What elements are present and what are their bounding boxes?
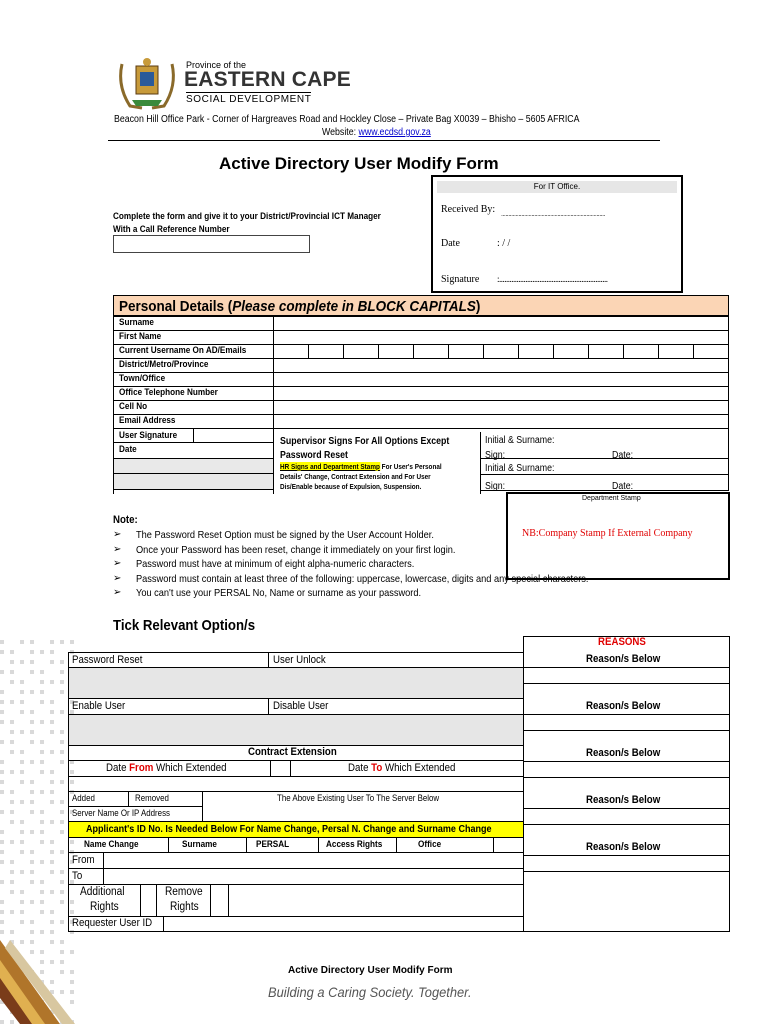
server-name-label: Server Name Or IP Address	[72, 808, 171, 818]
border-line	[68, 698, 523, 699]
border-line	[163, 916, 164, 932]
border-line	[523, 824, 730, 825]
border-line	[268, 652, 269, 668]
company-stamp-box[interactable]	[506, 492, 730, 580]
reasons-below-label: Reason/s Below	[586, 653, 661, 665]
hr-rest1: For User's Personal	[379, 462, 442, 471]
remove-rights-1[interactable]: Remove	[165, 886, 203, 898]
contract-extension-label: Contract Extension	[248, 746, 337, 758]
field-input[interactable]	[274, 401, 728, 414]
website-link[interactable]: www.ecdsd.gov.za	[358, 127, 431, 138]
border-line	[68, 652, 523, 653]
reasons-below-label: Reason/s Below	[586, 700, 661, 712]
requester-user-id-label: Requester User ID	[72, 917, 153, 929]
it-office-box	[431, 175, 683, 293]
field-input[interactable]	[274, 331, 728, 344]
logo-line2: EASTERN CAPE	[184, 68, 351, 91]
date-1[interactable]: Date:	[612, 450, 634, 461]
border-line	[523, 808, 730, 809]
grey-input-area[interactable]	[69, 668, 523, 698]
footer-slogan: Building a Caring Society. Together.	[268, 984, 472, 1000]
heading-plain: Personal Details (	[119, 298, 233, 315]
additional-rights-1[interactable]: Additional	[80, 886, 125, 898]
department-stamp-label: Department Stamp	[582, 495, 641, 502]
border-line	[68, 852, 523, 853]
border-line	[68, 837, 523, 838]
border-line	[210, 884, 211, 916]
border-line	[523, 855, 730, 856]
reasons-below-label: Reason/s Below	[586, 794, 661, 806]
field-label: Current Username On AD/Emails	[119, 345, 247, 356]
from-label: From	[72, 854, 95, 866]
hr-rest3: Dis/Enable because of Expulsion, Suspension.	[280, 482, 422, 491]
arrow-bullet-icon: ➢	[113, 529, 122, 540]
border-line	[523, 667, 730, 668]
supervisor-line1: Supervisor Signs For All Options Except	[280, 436, 450, 447]
field-label: Town/Office	[119, 373, 166, 384]
date-from-label: Date From Which Extended	[106, 762, 227, 774]
grey-cell	[114, 459, 273, 474]
note-item: You can't use your PERSAL No, Name or surname as your password.	[136, 587, 422, 599]
field-label: District/Metro/Province	[119, 359, 209, 370]
personal-details-heading	[113, 295, 729, 316]
removed-option[interactable]: Removed	[135, 793, 169, 803]
sign-1[interactable]: Sign:	[485, 450, 506, 461]
border-line	[268, 698, 269, 714]
border-line	[140, 884, 141, 916]
date-2[interactable]: Date:	[612, 481, 634, 492]
field-input[interactable]	[274, 373, 728, 386]
border-line	[729, 636, 730, 932]
reasons-below-label: Reason/s Below	[586, 747, 661, 759]
column-header: PERSAL	[256, 839, 290, 850]
border-line	[68, 806, 202, 807]
field-label: Office Telephone Number	[119, 387, 218, 398]
call-reference-input[interactable]	[113, 235, 310, 253]
existing-user-label: The Above Existing User To The Server Below	[277, 793, 440, 803]
border-line	[246, 837, 247, 852]
disable-user-option[interactable]: Disable User	[273, 700, 329, 712]
note-heading: Note:	[113, 514, 138, 526]
arrow-bullet-icon: ➢	[113, 558, 122, 569]
field-label: Email Address	[119, 415, 176, 426]
signature-field[interactable]: :..............................................................	[497, 274, 608, 284]
additional-rights-2[interactable]: Rights	[90, 901, 119, 913]
border-line	[290, 760, 291, 776]
border-line	[68, 791, 523, 792]
note-item: Password must have at minimum of eight alpha-numeric characters.	[136, 558, 415, 570]
column-header: Surname	[182, 839, 217, 850]
border-line	[523, 931, 730, 932]
hr-rest2: Details' Change, Contract Extension and For User	[280, 472, 431, 481]
header-divider	[108, 140, 660, 141]
date-to-label: Date To Which Extended	[348, 762, 456, 774]
hr-note	[280, 462, 442, 492]
user-signature-label: User Signature	[119, 430, 178, 441]
address: Beacon Hill Office Park - Corner of Hargreaves Road and Hockley Close – Private Bag X0039 – Bhisho – 5605 AFRICA	[114, 114, 580, 125]
added-option[interactable]: Added	[72, 793, 95, 803]
hr-highlight: HR Signs and Department Stamp	[280, 462, 380, 471]
field-input[interactable]	[274, 359, 728, 372]
signature-label: Signature	[441, 274, 480, 285]
border-line	[318, 837, 319, 852]
sign-2[interactable]: Sign:	[485, 481, 506, 492]
note-item: Password must contain at least three of the following: uppercase, lowercase, digits and any special characters.	[136, 572, 589, 585]
field-input[interactable]	[274, 387, 728, 400]
border-line	[396, 837, 397, 852]
options-table	[68, 636, 730, 932]
field-input[interactable]	[274, 317, 728, 330]
footer-form-name: Active Directory User Modify Form	[288, 965, 453, 976]
company-stamp-note: NB:Company Stamp If External Company	[522, 528, 693, 539]
border-line	[523, 730, 730, 731]
arrow-bullet-icon: ➢	[113, 543, 122, 555]
border-line	[523, 636, 524, 932]
to-label: To	[72, 870, 83, 882]
border-line	[523, 714, 730, 715]
date-label: Date	[119, 444, 137, 455]
note-item: The Password Reset Option must be signed by the User Account Holder.	[136, 529, 434, 541]
border-line	[128, 791, 129, 806]
border-line	[68, 868, 523, 869]
initial-surname-1[interactable]: Initial & Surname:	[485, 435, 555, 446]
password-reset-option[interactable]: Password Reset	[72, 654, 143, 666]
remove-rights-2[interactable]: Rights	[170, 901, 199, 913]
received-by-line[interactable]: ........................................................................	[501, 211, 606, 218]
border-line	[156, 884, 157, 916]
date-label: Date	[441, 238, 460, 249]
field-label: First Name	[119, 331, 162, 342]
coat-of-arms-icon	[112, 56, 182, 112]
logo	[112, 56, 351, 112]
instructions-line2: With a Call Reference Number	[113, 224, 230, 235]
border-line	[68, 931, 523, 932]
logo-line1: Province of the	[186, 60, 247, 70]
applicant-note: Applicant's ID No. Is Needed Below For Name Change, Persal N. Change and Surname Change	[86, 823, 492, 835]
spacer	[69, 777, 523, 791]
arrow-bullet-icon: ➢	[113, 572, 122, 584]
it-office-heading: For IT Office.	[437, 181, 677, 193]
grey-input-area[interactable]	[69, 715, 523, 745]
field-label: Surname	[119, 317, 154, 328]
border-line	[523, 683, 730, 684]
column-header: Office	[418, 839, 442, 850]
user-unlock-option[interactable]: User Unlock	[273, 654, 326, 666]
border-line	[228, 884, 229, 916]
heading-close: )	[475, 298, 481, 315]
logo-line3: SOCIAL DEVELOPMENT	[186, 94, 312, 105]
border-line	[68, 760, 523, 761]
border-line	[202, 791, 203, 821]
instructions-line1: Complete the form and give it to your District/Provincial ICT Manager	[113, 211, 381, 222]
heading-italic: Please complete in BLOCK CAPITALS	[232, 298, 476, 315]
website-label: Website:	[322, 127, 359, 138]
supervisor-line2: Password Reset	[280, 450, 348, 461]
page-title: Active Directory User Modify Form	[219, 154, 499, 173]
date-field[interactable]: : / /	[497, 238, 511, 249]
border-line	[523, 871, 730, 872]
reasons-heading: REASONS	[598, 636, 646, 648]
border-line	[523, 761, 730, 762]
options-heading: Tick Relevant Option/s	[113, 617, 256, 634]
column-header: Access Rights	[326, 839, 383, 850]
initial-surname-2[interactable]: Initial & Surname:	[485, 463, 555, 474]
website	[322, 127, 431, 138]
column-header: Name Change	[84, 839, 139, 850]
border-line	[168, 837, 169, 852]
arrow-bullet-icon: ➢	[113, 587, 122, 598]
field-label: Cell No	[119, 401, 148, 412]
border-line	[270, 760, 271, 776]
reasons-below-label: Reason/s Below	[586, 841, 661, 853]
border-line	[523, 777, 730, 778]
note-item: Once your Password has been reset, change it immediately on your first login.	[136, 543, 456, 556]
grey-cell	[114, 474, 273, 490]
enable-user-option[interactable]: Enable User	[72, 700, 126, 712]
border-line	[68, 884, 523, 885]
field-input[interactable]	[274, 415, 728, 428]
border-line	[493, 837, 494, 852]
received-by-label: Received By:	[441, 204, 496, 215]
